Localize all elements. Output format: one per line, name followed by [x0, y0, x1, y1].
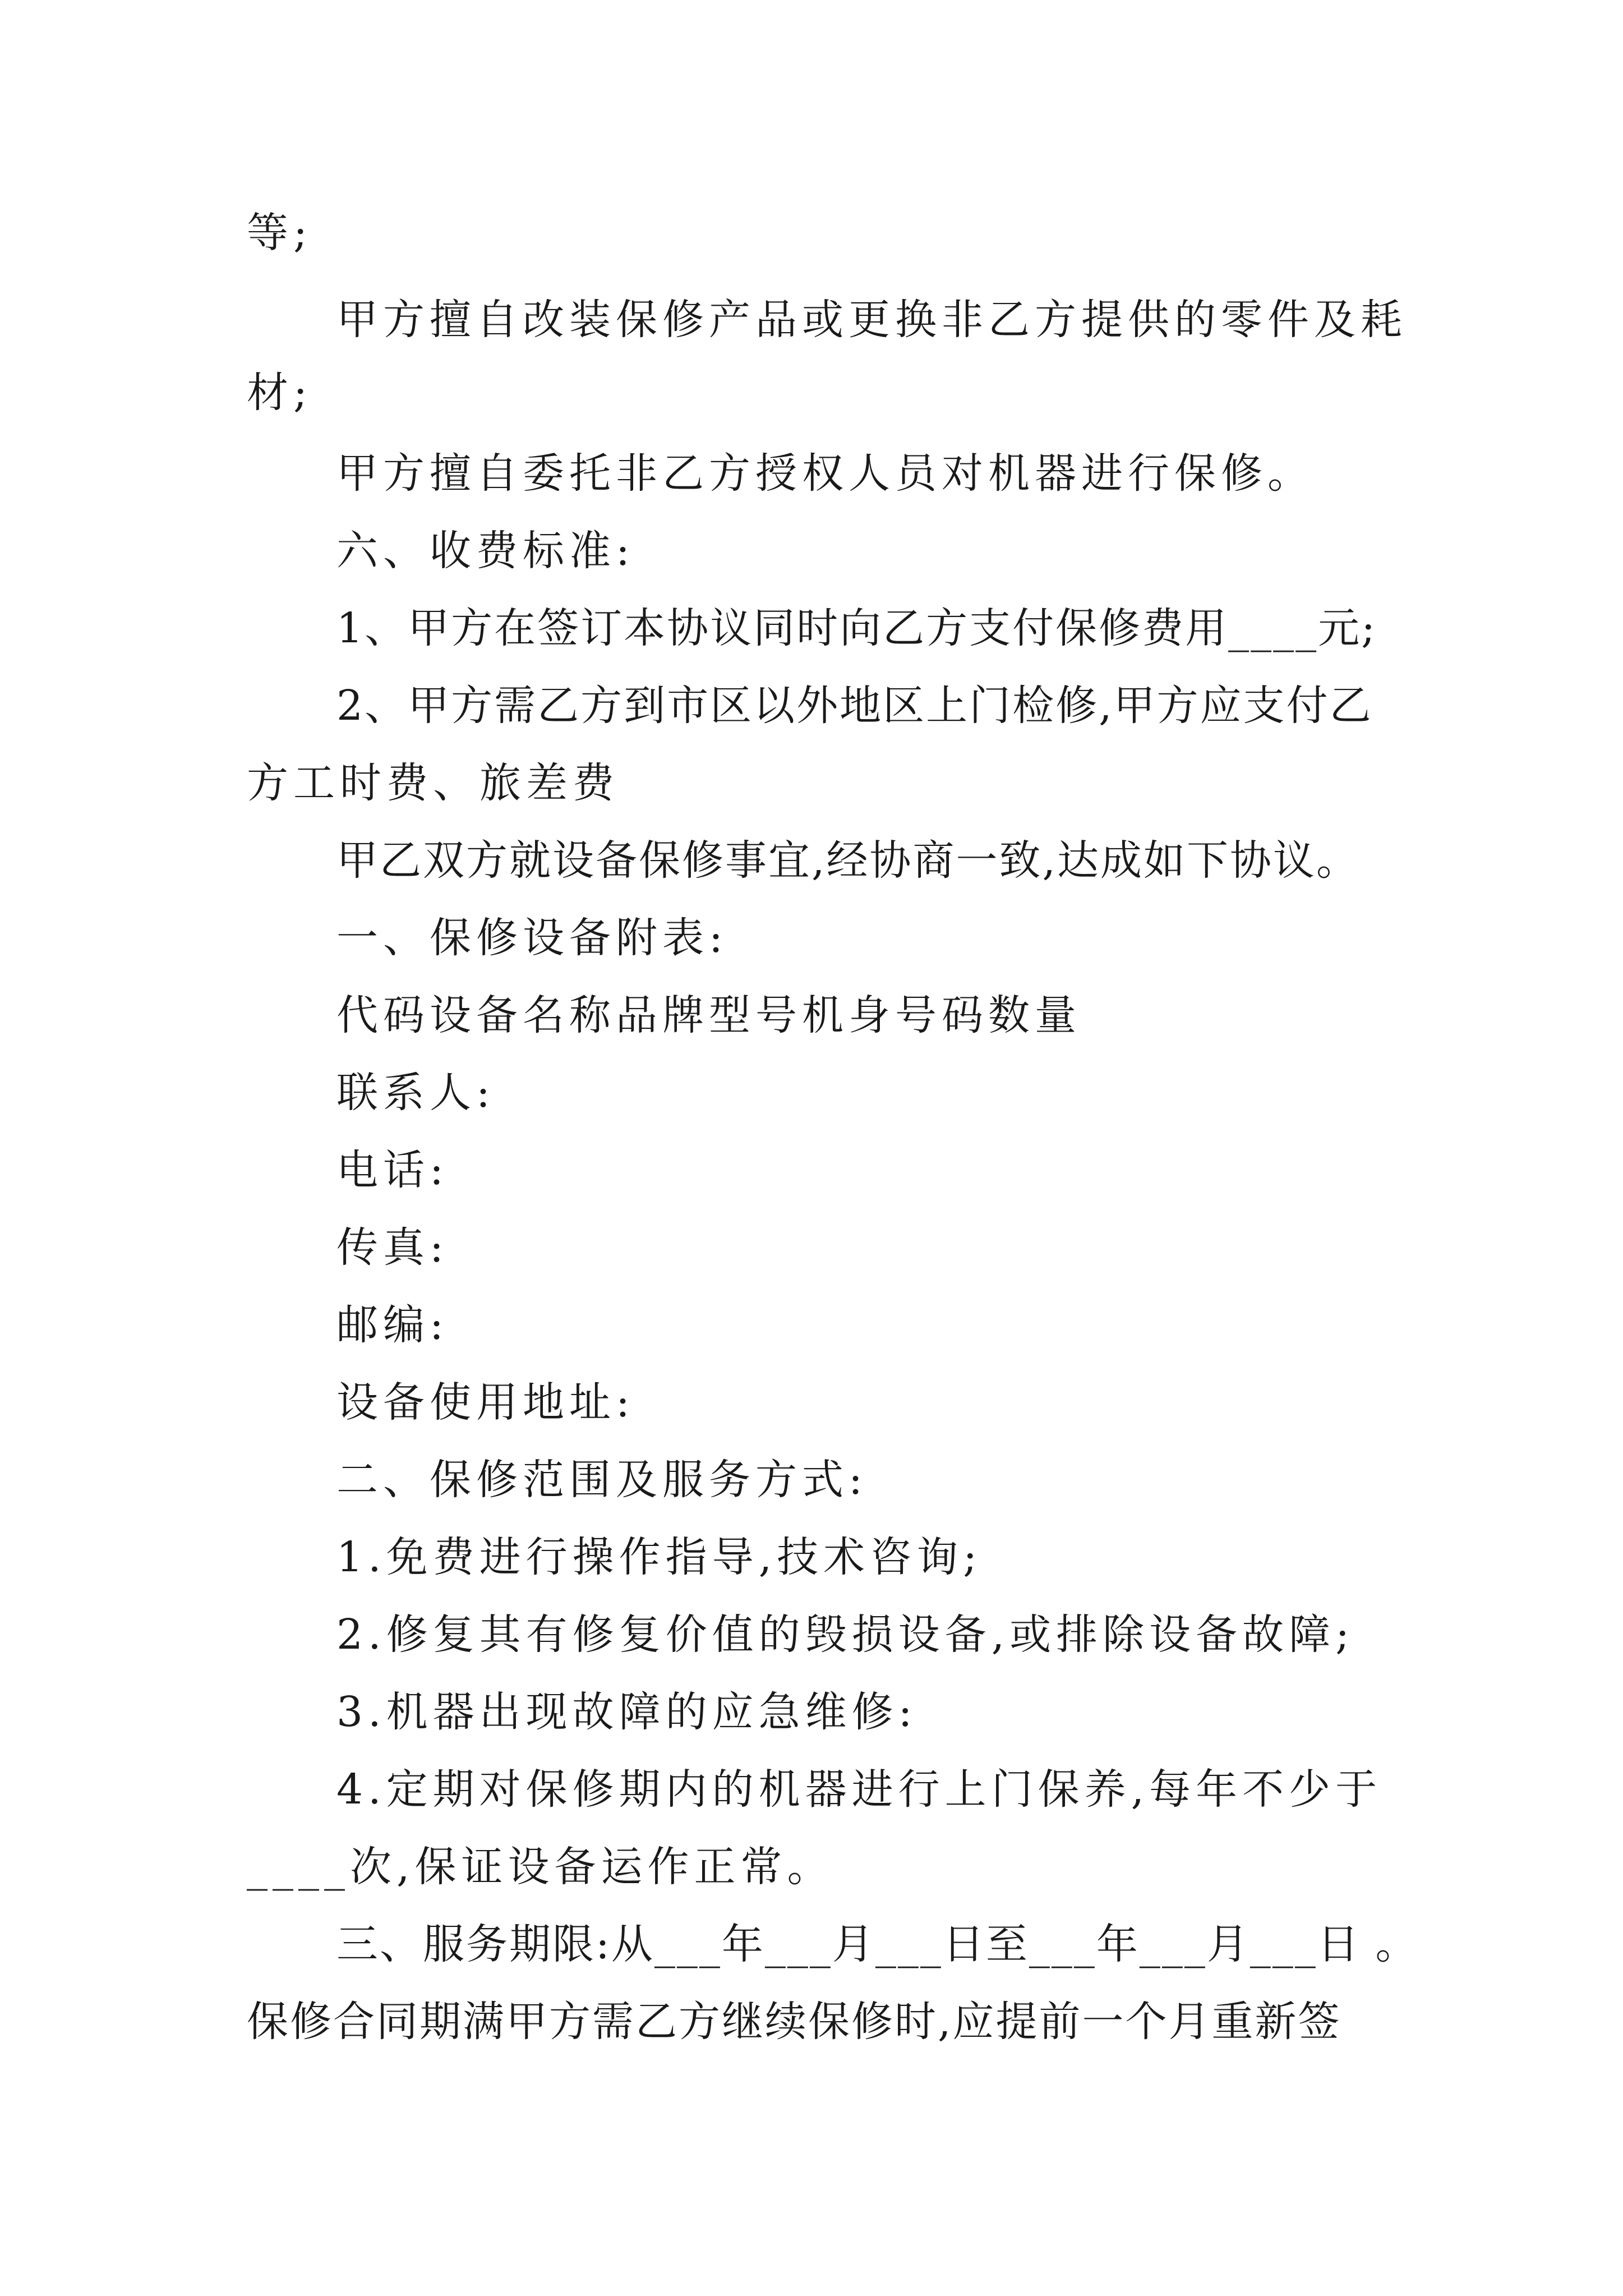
postcode-label: 邮编:	[336, 1301, 449, 1349]
section-heading: 二、保修范围及服务方式:	[336, 1456, 868, 1504]
text-line: 2.修复其有修复价值的毁损设备,或排除设备故障;	[336, 1611, 1355, 1659]
text-line: 等;	[247, 209, 312, 257]
table-header-line: 代码设备名称品牌型号机身号码数量	[336, 991, 1081, 1039]
text-line: 保修合同期满甲方需乙方继续保修时,应提前一个月重新签	[247, 1998, 1341, 2046]
text-line: 2、甲方需乙方到市区以外地区上门检修,甲方应支付乙	[336, 682, 1373, 730]
text-line: 甲方擅自委托非乙方授权人员对机器进行保修。	[336, 449, 1314, 498]
section-heading: 一、保修设备附表:	[336, 914, 728, 962]
phone-label: 电话:	[336, 1146, 449, 1194]
section-heading: 三、服务期限:从___年___月___日至___年___月___日 。	[336, 1920, 1419, 1968]
fax-label: 传真:	[336, 1223, 449, 1272]
section-heading: 六、收费标准:	[336, 527, 635, 575]
text-line: 方工时费、旅差费	[247, 759, 619, 807]
text-line: ____次,保证设备运作正常。	[247, 1843, 834, 1891]
text-line: 甲乙双方就设备保修事宜,经协商一致,达成如下协议。	[336, 836, 1360, 885]
text-line: 4.定期对保修期内的机器进行上门保养,每年不少于	[336, 1765, 1382, 1814]
text-line: 3.机器出现故障的应急维修:	[336, 1688, 917, 1736]
text-line: 1、甲方在签订本协议同时向乙方支付保修费用____元;	[336, 604, 1377, 652]
text-line: 1.免费进行操作指导,技术咨询;	[336, 1533, 983, 1581]
text-line: 材;	[247, 369, 312, 417]
text-line: 甲方擅自改装保修产品或更换非乙方提供的零件及耗	[336, 296, 1407, 344]
address-label: 设备使用地址:	[336, 1378, 635, 1427]
contact-label: 联系人:	[336, 1069, 495, 1117]
